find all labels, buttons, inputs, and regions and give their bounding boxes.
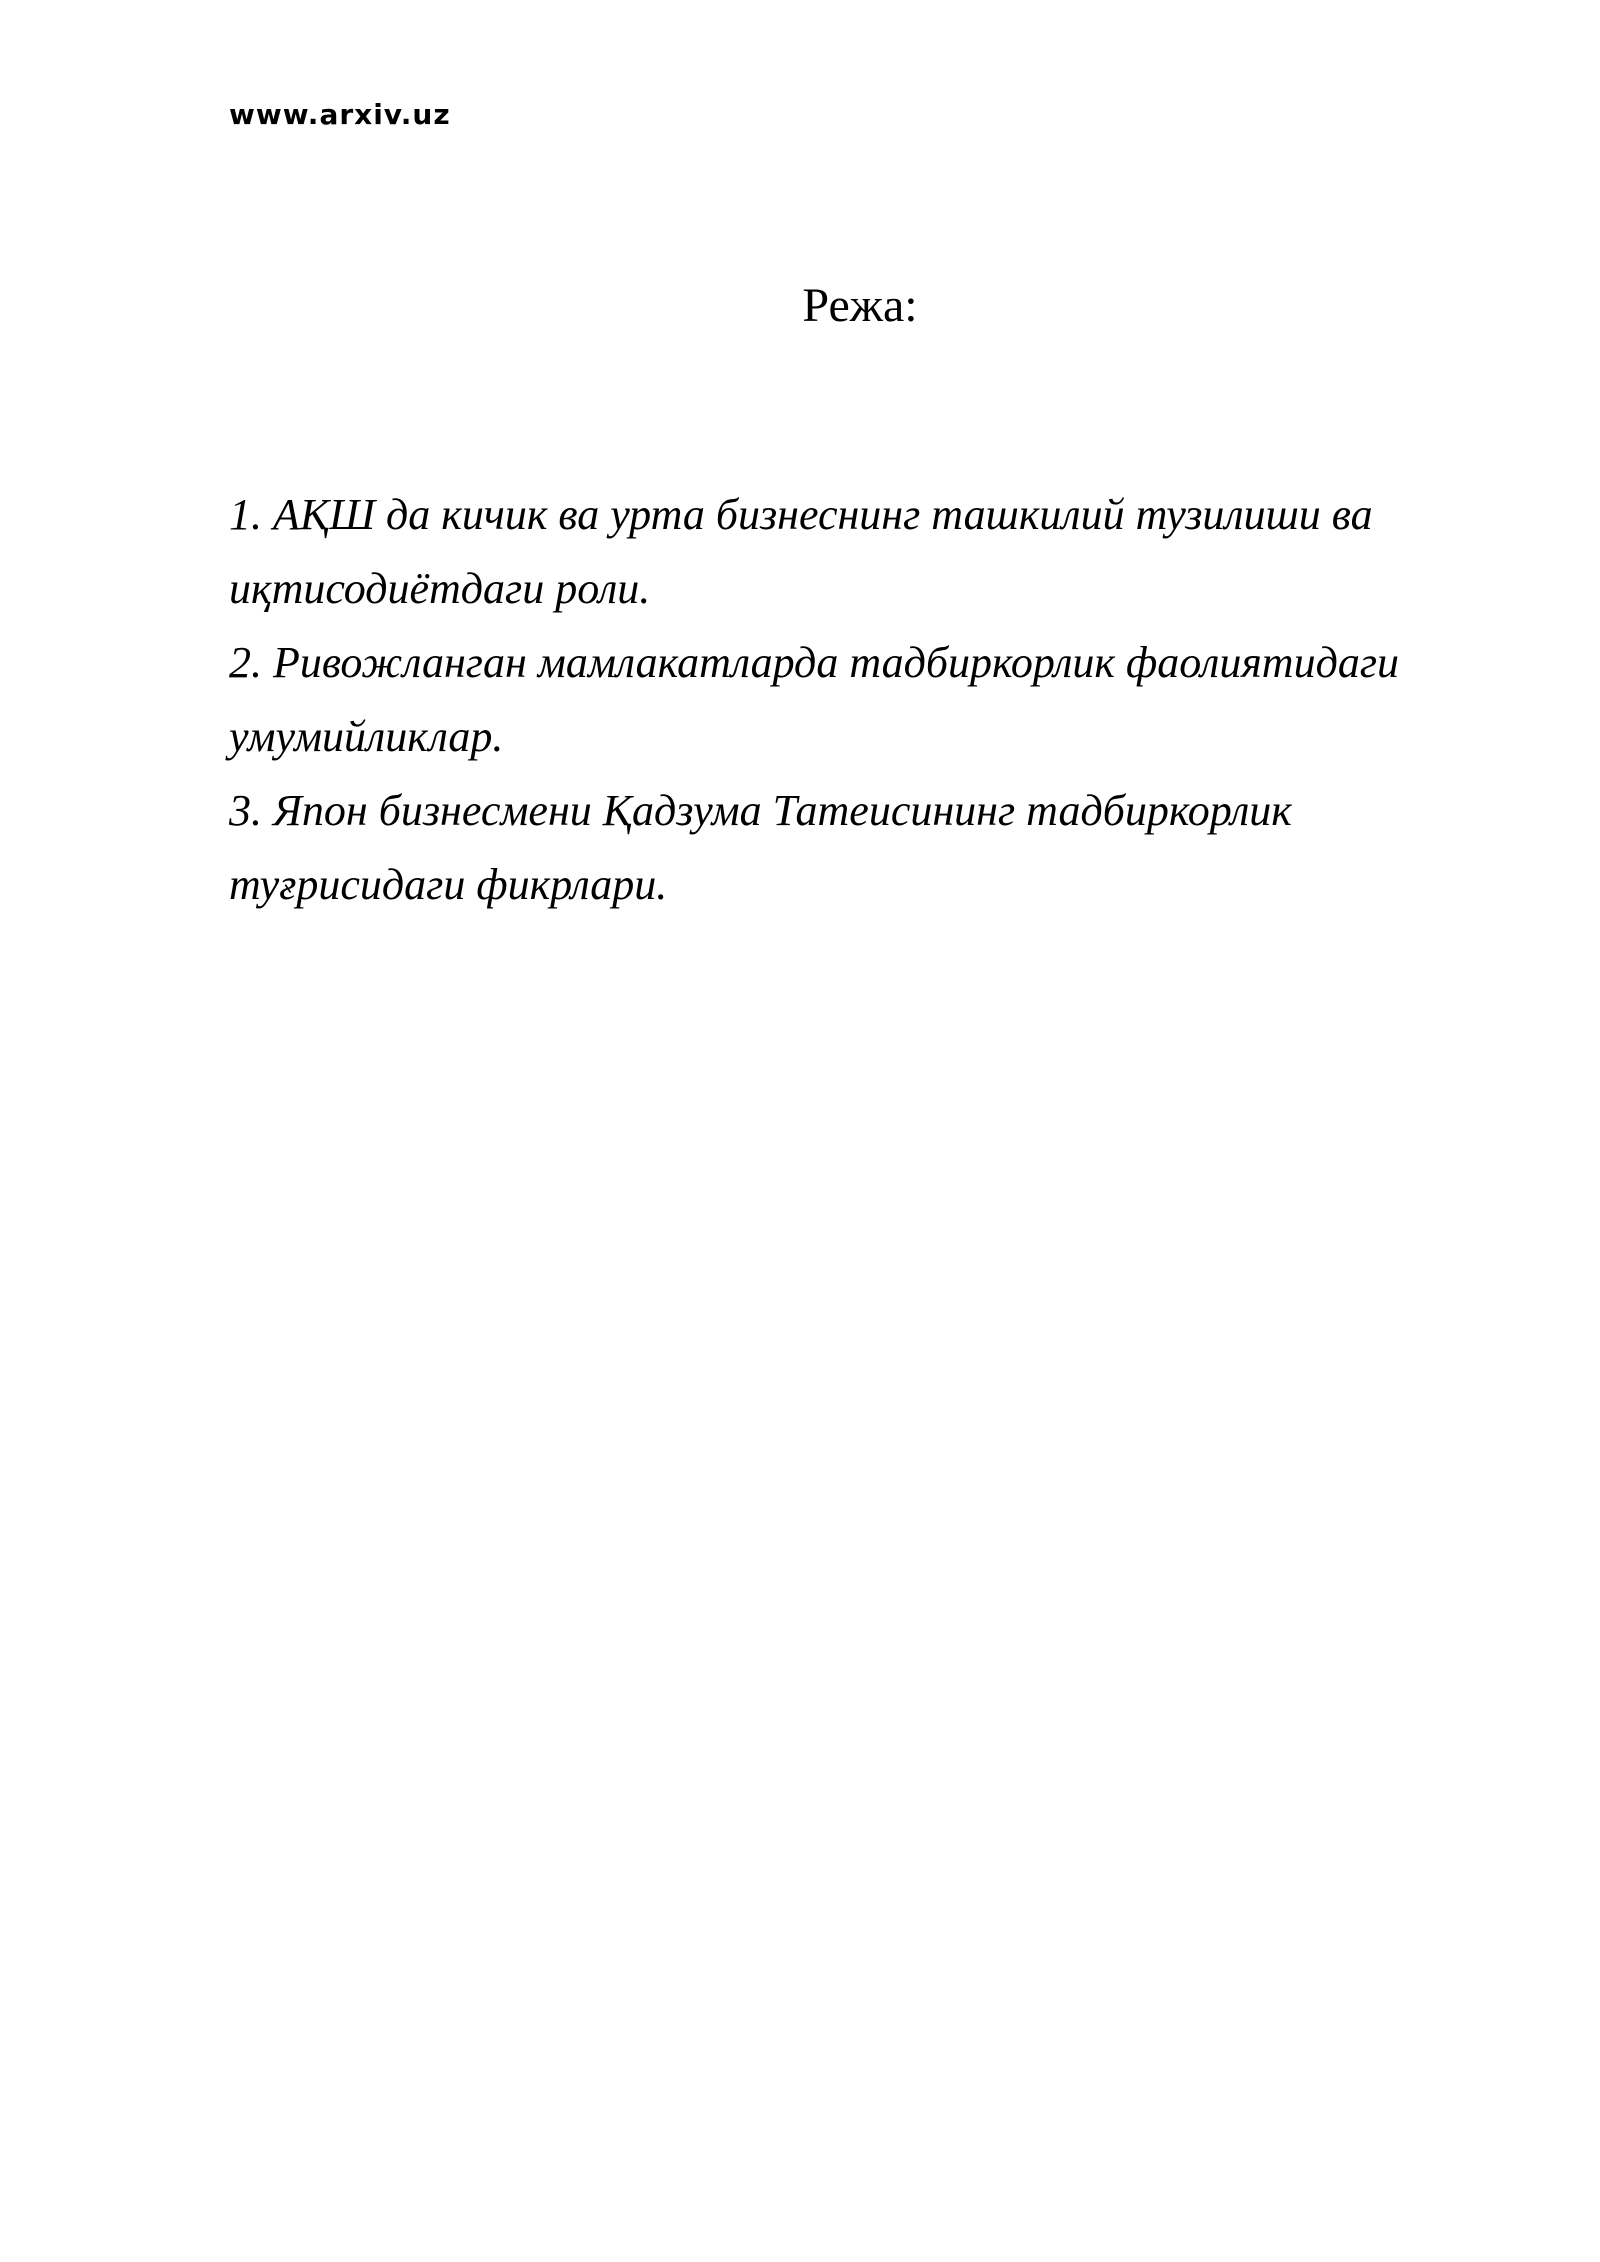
plan-item-1: 1. АҚШ да кичик ва урта бизнеснинг ташкилий тузилиши ва иқтисодиётдаги роли. <box>229 490 1373 613</box>
plan-item-3: 3. Япон бизнесмени Қадзума Татеисининг тадбиркорлик туғрисидаги фикрлари. <box>229 786 1292 909</box>
site-url-header: www.arxiv.uz <box>229 98 451 131</box>
plan-title: Режа: <box>802 279 918 332</box>
plan-list <box>229 478 1409 922</box>
plan-item-2: 2. Ривожланган мамлакатларда тадбиркорлик фаолиятидаги умумийликлар. <box>229 638 1399 761</box>
